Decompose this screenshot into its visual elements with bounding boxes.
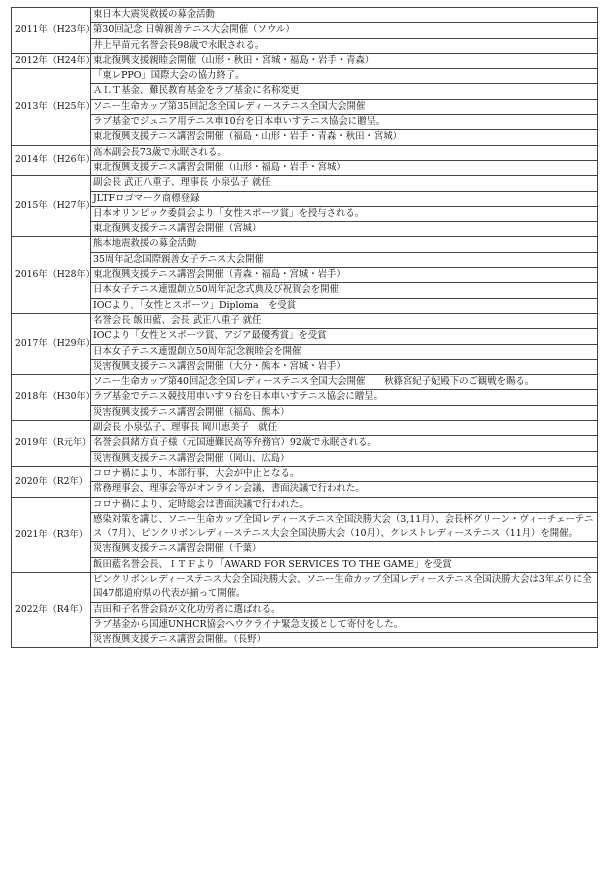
year-label: 2012年（H24年） <box>12 53 91 68</box>
event-entry: ソニー生命カップ第35回記念全国レディーステニス全国大会開催 <box>91 99 598 114</box>
event-entry: 第30回記念 日韓親善テニス大会開催（ソウル） <box>91 23 598 38</box>
event-entry: 高木副会長73歳で永眠される。 <box>91 145 598 160</box>
event-entry: 名誉会員緒方貞子様（元国連難民高等弁務官）92歳で永眠される。 <box>91 436 598 451</box>
table-row <box>12 145 598 160</box>
event-entry: 感染対策を講じ、ソニー生命カップ全国レディーステニス全国決勝大会（3,11月）、会長杯グリーン・ヴィーチェーテニス（7月）、ピンクリボンレディーステニス大会全国決勝大会（10月）、クレストレディーステニス（11月）を開催。 <box>91 512 598 542</box>
table-row <box>12 23 598 38</box>
table-row <box>12 497 598 512</box>
year-label: 2016年（H28年） <box>12 237 91 313</box>
table-row <box>12 451 598 466</box>
event-entry: 災害復興支援テニス講習会開催。（長野） <box>91 633 598 648</box>
event-entry: 東北復興支援テニス講習会開催（山形・福島・岩手・宮城） <box>91 160 598 175</box>
table-row <box>12 602 598 617</box>
event-entry: 東北復興支援テニス講習会開催（宮城） <box>91 222 598 237</box>
event-entry: 東北復興支援テニス講習会開催（福島・山形・岩手・青森・秋田・宮城） <box>91 130 598 145</box>
event-entry: 副会長 小泉弘子、理事長 岡川恵美子 就任 <box>91 421 598 436</box>
table-row <box>12 38 598 53</box>
table-row <box>12 482 598 497</box>
event-entry: 飯田藍名誉会長、ＩＴＦより「AWARD FOR SERVICES TO THE GAME」を受賞 <box>91 557 598 572</box>
event-entry: 「東レPPO」国際大会の協力終了。 <box>91 69 598 84</box>
event-entry: IOCより「女性とスポーツ賞、アジア最優秀賞」を受賞 <box>91 329 598 344</box>
table-row <box>12 298 598 313</box>
event-entry: コロナ禍により、定時総会は書面決議で行われた。 <box>91 497 598 512</box>
year-label: 2019年（R元年） <box>12 421 91 467</box>
table-row <box>12 160 598 175</box>
year-label: 2018年（H30年） <box>12 375 91 421</box>
table-row <box>12 130 598 145</box>
event-entry: ラブ基金でジュニア用テニス車10台を日本車いすテニス協会に贈呈。 <box>91 115 598 130</box>
table-row <box>12 99 598 114</box>
event-entry: 日本オリンピック委員会より「女性スポーツ賞」を授与される。 <box>91 206 598 221</box>
table-row <box>12 268 598 283</box>
event-entry: 日本女子テニス連盟創立50周年記念式典及び祝賀会を開催 <box>91 283 598 298</box>
history-table-body <box>12 8 598 648</box>
table-row <box>12 466 598 481</box>
event-entry: 災害復興支援テニス講習会開催（福島、熊本） <box>91 405 598 420</box>
table-row <box>12 405 598 420</box>
year-label: 2017年（H29年） <box>12 313 91 374</box>
table-row <box>12 572 598 602</box>
table-row <box>12 252 598 267</box>
event-entry: ピンクリボンレディーステニス大会全国決勝大会、ソニー生命カップ全国レディーステニス全国決勝大会は3年ぶりに全国47都道府県の代表が揃って開催。 <box>91 572 598 602</box>
table-row <box>12 512 598 542</box>
table-row <box>12 69 598 84</box>
year-label: 2011年（H23年） <box>12 8 91 54</box>
table-row <box>12 436 598 451</box>
table-row <box>12 390 598 405</box>
table-row <box>12 206 598 221</box>
history-table <box>11 7 598 648</box>
year-label: 2015年（H27年） <box>12 176 91 237</box>
event-entry: 東北復興支援親睦会開催（山形・秋田・宮城・福島・岩手・青森） <box>91 53 598 68</box>
table-row <box>12 542 598 557</box>
event-entry: 東北復興支援テニス講習会開催（青森・福島・宮城・岩手） <box>91 268 598 283</box>
event-entry: JLTFロゴマーク商標登録 <box>91 191 598 206</box>
table-row <box>12 283 598 298</box>
table-row <box>12 191 598 206</box>
table-row <box>12 53 598 68</box>
table-row <box>12 617 598 632</box>
event-entry: 井上早苗元名誉会長98歳で永眠される。 <box>91 38 598 53</box>
event-entry: ラブ基金から国連UNHCR協会へウクライナ緊急支援として寄付をした。 <box>91 617 598 632</box>
year-label: 2020年（R2年） <box>12 466 91 497</box>
event-entry: 吉田和子名誉会員が文化功労者に選ばれる。 <box>91 602 598 617</box>
year-label: 2013年（H25年） <box>12 69 91 145</box>
event-entry: 災害復興支援テニス講習会開催（大分・熊本・宮城・岩手） <box>91 359 598 374</box>
table-row <box>12 84 598 99</box>
table-row <box>12 557 598 572</box>
table-row <box>12 313 598 328</box>
year-label: 2021年（R3年） <box>12 497 91 572</box>
year-label: 2022年（R4年） <box>12 572 91 647</box>
event-entry: IOCより､「女性とスポーツ」Diploma を受賞 <box>91 298 598 313</box>
year-label: 2014年（H26年） <box>12 145 91 176</box>
event-entry: 35周年記念国際親善女子テニス大会開催 <box>91 252 598 267</box>
table-row <box>12 421 598 436</box>
event-entry: 名誉会長 飯田藍、会長 武正八重子 就任 <box>91 313 598 328</box>
table-row <box>12 176 598 191</box>
event-entry: 東日本大震災救援の募金活動 <box>91 8 598 23</box>
table-row <box>12 344 598 359</box>
table-row <box>12 359 598 374</box>
event-entry: 常務理事会、理事会等がオンライン会議、書面決議で行われた。 <box>91 482 598 497</box>
event-entry: 災害復興支援テニス講習会開催（岡山、広島） <box>91 451 598 466</box>
event-entry: ＡＬＴ基金、難民教育基金をラブ基金に名称変更 <box>91 84 598 99</box>
table-row <box>12 237 598 252</box>
event-entry: ソニー生命カップ第40回記念全国レディーステニス全国大会開催 秋篠宮紀子妃殿下のご観戦を賜る。 <box>91 375 598 390</box>
event-entry: ラブ基金でテニス競技用車いす９台を日本車いすテニス協会に贈呈。 <box>91 390 598 405</box>
table-row <box>12 115 598 130</box>
event-entry: 熊本地震救援の募金活動 <box>91 237 598 252</box>
event-entry: 日本女子テニス連盟創立50周年記念親睦会を開催 <box>91 344 598 359</box>
table-row <box>12 375 598 390</box>
table-row <box>12 633 598 648</box>
table-row <box>12 8 598 23</box>
event-entry: 災害復興支援テニス講習会開催（千葉） <box>91 542 598 557</box>
event-entry: 副会長 武正八重子、理事長 小泉弘子 就任 <box>91 176 598 191</box>
table-row <box>12 222 598 237</box>
table-row <box>12 329 598 344</box>
event-entry: コロナ禍により、本部行事、大会が中止となる。 <box>91 466 598 481</box>
